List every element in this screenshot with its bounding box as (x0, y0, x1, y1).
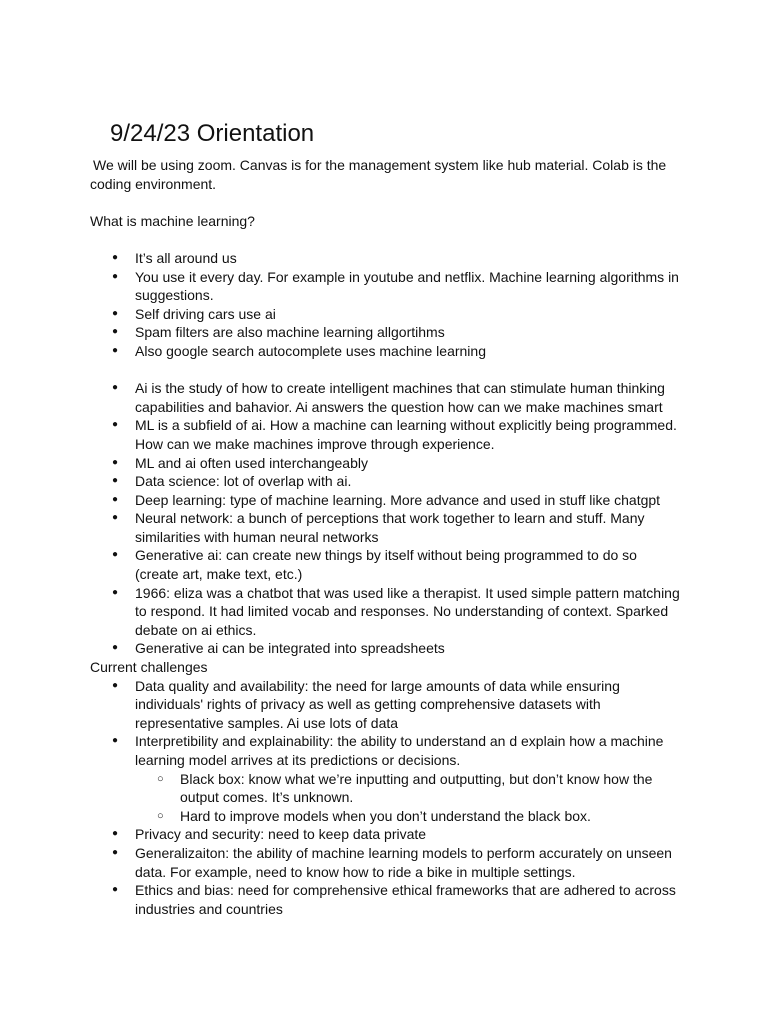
bullet-icon: ● (112, 586, 119, 598)
list-item: ● Generative ai: can create new things by itself without being programmed to do so (create art, make text, etc.) (112, 547, 637, 583)
blank-line (90, 361, 680, 380)
list-item: ● Privacy and security: need to keep data private (112, 826, 427, 843)
list-item: ● ML and ai often used interchangeably (112, 454, 368, 471)
list-item: ● Spam filters are also machine learning allgortihms (112, 324, 445, 341)
sub-list-item: ○ Hard to improve models when you don’t understand the black box. (157, 807, 591, 824)
blank-line (90, 193, 680, 212)
bullet-icon: ● (112, 456, 119, 468)
list-item: ● You use it every day. For example in youtube and netflix. Machine learning algorithms in suggestions. (112, 268, 679, 304)
list-item: ● Interpretibility and explainability: the ability to understand an d explain how a machine learning model arrives at its predictions or decisions. ○ Black box: know what we’re inputting and outputting, but don’t know how the output comes. It’s unknown. ○ Hard to improve models when you don’t understand the black box. (90, 732, 680, 825)
list-item: ● It’s all around us (112, 249, 237, 266)
blank-line (90, 230, 680, 249)
bullet-icon: ● (112, 344, 119, 356)
bullet-icon: ● (112, 735, 119, 747)
challenges-list (90, 677, 680, 919)
ai-definitions-list (90, 379, 680, 658)
bullet-icon: ● (112, 270, 119, 282)
document-body (90, 118, 680, 918)
sub-list-item: ○ Black box: know what we’re inputting and outputting, but don’t know how the output comes. It’s unknown. (157, 770, 653, 806)
question-heading: What is machine learning? (90, 212, 255, 229)
hollow-bullet-icon: ○ (157, 809, 164, 822)
bullet-icon: ● (112, 251, 119, 263)
bullet-icon: ● (112, 846, 119, 858)
list-item: ● Neural network: a bunch of perceptions that work together to learn and stuff. Many similarities with human neural networks (112, 510, 645, 545)
list-item: ● Generalizaiton: the ability of machine learning models to perform accurately on unseen data. For example, need to know how to ride a bike in multiple settings. (112, 844, 672, 880)
bullet-icon: ● (112, 382, 119, 394)
list-item: ● Also google search autocomplete uses machine learning (112, 342, 486, 359)
list-item: ● Data quality and availability: the need for large amounts of data while ensuring individuals' rights of privacy as well as getting comprehensive datasets with representative samples. Ai use lots of data (112, 677, 620, 731)
bullet-icon: ● (112, 549, 119, 561)
bullet-icon: ● (112, 884, 119, 896)
list-item: ● ML is a subfield of ai. How a machine can learning without explicitly being programmed. How can we make machines improve through experience. (112, 417, 677, 452)
ml-examples-list (90, 249, 680, 361)
document-title: 9/24/23 Orientation (110, 120, 315, 147)
list-item: ● Self driving cars use ai (112, 305, 276, 322)
bullet-icon: ● (112, 326, 119, 338)
bullet-icon: ● (112, 512, 119, 524)
list-item: ● 1966: eliza was a chatbot that was used like a therapist. It used simple pattern matching to respond. It had limited vocab and responses. No understanding of context. Sparked debate on ai ethics. (112, 584, 680, 638)
bullet-icon: ● (112, 307, 119, 319)
bullet-icon: ● (112, 493, 119, 505)
bullet-icon: ● (112, 642, 119, 654)
interpretability-sublist (135, 770, 680, 826)
list-item: ● Ethics and bias: need for comprehensive ethical frameworks that are adhered to across industries and countries (112, 882, 676, 917)
bullet-icon: ● (112, 419, 119, 431)
challenges-heading: Current challenges (90, 659, 208, 676)
list-item: ● Generative ai can be integrated into spreadsheets (112, 640, 445, 657)
bullet-icon: ● (112, 828, 119, 840)
list-item: ● Data science: lot of overlap with ai. (112, 473, 352, 490)
bullet-icon: ● (112, 475, 119, 487)
hollow-bullet-icon: ○ (157, 772, 164, 785)
intro-paragraph: We will be using zoom. Canvas is for the management system like hub material. Colab is the coding environment. (90, 157, 667, 192)
list-item: ● Deep learning: type of machine learning. More advance and used in stuff like chatgpt (112, 491, 661, 508)
list-item: ● Ai is the study of how to create intelligent machines that can stimulate human thinking capabilities and bahavior. Ai answers the question how can we make machines smart (112, 380, 665, 415)
bullet-icon: ● (112, 679, 119, 691)
